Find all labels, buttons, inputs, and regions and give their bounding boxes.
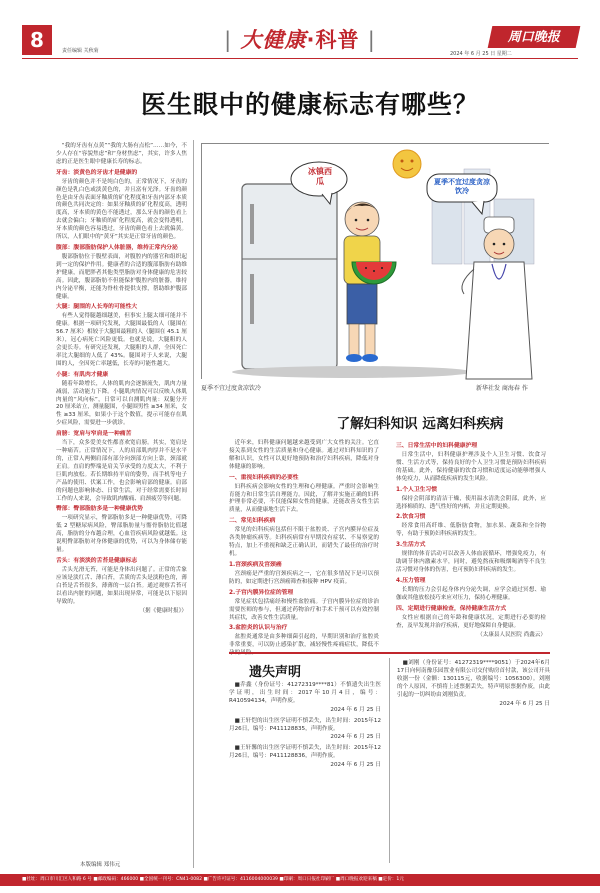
notice-item-date: 2024 年 6 月 25 日 — [499, 700, 550, 707]
section-calf-text: 随着年龄增长，人体的肌肉会逐渐流失，肌肉力量减弱，活动能力下降。小腿肌肉情况可以反映人体肌肉量的“风向标”，日常可以自测肌肉量：双腿分开 20 厘米站立，测量腿围，小腿围男性 ≥34 厘米，女性 ≥33 厘米，如果小于这个数值，提示可能存在肌少症风险，需要进一步就诊。 — [56, 380, 187, 427]
notice-item-text: ■王轩恺的出生医学证明不慎丢失，出生时间：2015年12月26日，编号：P411128835，声明作废。 — [229, 717, 381, 732]
article2-col-2 — [396, 440, 546, 652]
column-title-red: 大健康 — [240, 27, 307, 52]
article2-s2c-text: 盆腔炎通常是由多种细菌引起的，早期识别和治疗盆腔炎非常重要，可以防止感染扩散，减轻慢性疼痛症状，降低不孕的风险。 — [229, 634, 379, 657]
section-teeth-title: 牙齿：淡黄色的牙齿才是健康的 — [56, 169, 138, 176]
bottom-editor: 本版编辑 郑伟元 — [80, 862, 121, 868]
article2-s2-text: 常见的妇科疾病包括但不限于盆腔炎、子宫内膜异位症及各类肿瘤疾病等。妇科疾病常有早期没有症状、不易察觉的特点，加上不重视和缺乏正确认识，而错失了最佳的治疗时机。 — [229, 527, 379, 557]
bubble-text-left: 冰镇西瓜 — [308, 167, 332, 186]
article2-s3b-title: 2.饮食习惯 — [396, 514, 426, 521]
section-tongue-title: 舌头：有淡淡的舌苔是健康标志 — [56, 557, 138, 564]
column-title-black: 科普 — [315, 27, 360, 52]
article2-headline: 了解妇科知识 远离妇科疾病 — [336, 416, 504, 432]
notice-col-1 — [229, 682, 381, 866]
article2-s2c-title: 3.盆腔炎的认识与治疗 — [229, 625, 288, 632]
page-number: 8 — [30, 28, 44, 52]
article2-s2b-text: 常见症状包括痛经和慢性盆腔痛。子宫内膜异位症的诊治需要医师的参与，但通过药物治疗和手术干预可以有效控制其症状，改善女性生活质量。 — [229, 598, 379, 621]
header-rule — [22, 58, 578, 59]
article2-s4-text: 女性应根据自己的年龄和健康状况，定期进行必要的检查，及早发现并治疗疾病，更好地保障自身健康。 — [396, 614, 546, 629]
sun-icon — [393, 150, 421, 178]
section-thigh-title: 大腿：腿围的人长寿的可能性大 — [56, 304, 138, 311]
section-teeth-text: 牙齿的颜色并不是纯白色的，正常情况下，牙齿的颜色是乳白色或淡黄色的，并且富有光泽。牙齿的颜色是由牙齿表面牙釉质的矿化程度和牙齿内部牙本质的颜色共同决定的：如果牙釉质的矿化程度高，透明度高，牙本质的黄色不能透过，那么牙齿的颜色看上去就会偏白；牙釉质的矿化程度高，就会变得透明，牙本质的颜色容易透过，牙齿的颜色看上去就偏黄。所以，人们眼中的“黄牙”其实是正常牙齿的颜色。 — [56, 178, 187, 241]
notice-item-date: 2024 年 6 月 25 日 — [330, 734, 381, 741]
footer-text: ■社址：周口市川汇区人和路 6 号 ■邮政编码：466000 ■全国统一刊号：CN41-0082 ■广告许可证号：4116004000039 ■印刷：周口日报社印刷厂 ■周口晚报欢迎来稿 ■定价：1元 — [22, 877, 404, 882]
paper-logo — [488, 26, 581, 48]
section-calf-title: 小腿：有肌肉才健康 — [56, 371, 109, 378]
article2-col-1 — [229, 440, 379, 657]
issue-date: 2024 年 6 月 25 日 星期二 — [450, 51, 512, 57]
section-shoulder-title: 肩膀：宽肩与窄肩是一种痛苦 — [56, 431, 132, 438]
section-hip-text: 一项研究显示，臀部脂肪多是一种健康优势，可降低 2 型糖尿病风险，臀部脂肪量与髂骨脂肪比值越高，脂肪的分布越合理，心血管疾病风险就越低。这说明臀部脂肪对身体健康的优势，可以为身体储存能量。 — [56, 515, 187, 554]
notice-col-2 — [397, 660, 550, 866]
column-title: | 大健康·科普 | — [224, 27, 376, 52]
article2-s1-title: 一、重视妇科疾病的必要性 — [229, 474, 299, 481]
footer-bar — [0, 874, 600, 886]
section-belly-title: 腹部：腹部脂肪保护人体脏器，维持正常内分泌 — [56, 244, 178, 251]
notice-item — [229, 745, 381, 770]
notice-item-text: ■刘刚（身份证号：41272319****9051）于2024年6月17日向何南豫乐园置业有限公司交付购房首付款，该公司开具收据一份（金额：130115元，收据编号：1056300）。刘刚的个人原因，不慎将上述票据丢失，特声明原票据作废，由此引起的一切纠纷由刘刚负责。 — [397, 660, 550, 698]
notice-item-text: ■王轩馨的出生医学证明不慎丢失，出生时间：2015年12月26日，编号：P411128836，声明作废。 — [229, 745, 381, 760]
article2-s2-title: 二、常见妇科疾病 — [229, 518, 276, 525]
intro-text: “我的牙齿有点黄”“我的大肠有点松”……如今，不少人存在“容貌焦虑”和“身材焦虑”，其实，许多人焦虑的正是医生眼中健康长寿的标志。 — [56, 143, 187, 165]
illustration-frame — [201, 143, 549, 379]
notice-item — [229, 718, 381, 743]
illustration-credit: 新华社发 商海春 作 — [476, 385, 528, 392]
notice-item-date: 2024 年 6 月 25 日 — [330, 706, 381, 713]
main-headline: 医生眼中的健康标志有哪些？ — [140, 90, 479, 119]
article2-s4-title: 四、定期进行健康检查，保持健康生活方式 — [396, 605, 507, 612]
article2-s3-text: 日常生活中，妇科健康护理涉及个人卫生习惯、饮食习惯、生活方式等，保持良好的个人卫生习惯是预防妇科疾病的基础。此外，保持健康的饮食习惯和适度运动能够增强人体免疫力，从而降低疾病的发生风险。 — [396, 452, 546, 482]
article2-s3d-text: 长期的压力会引起身体内分泌失调，应学会通过冥想、瑜伽或其他放松技巧来应对压力，保持心理健康。 — [396, 586, 546, 601]
notice-item-date: 2024 年 6 月 25 日 — [330, 762, 381, 769]
column-divider — [193, 140, 194, 868]
cartoon-illustration — [202, 144, 550, 380]
article2-s3c-title: 3.生活方式 — [396, 542, 426, 549]
lost-notice-title: 遗失声明 — [249, 665, 302, 680]
article2-s3a-title: 1.个人卫生习惯 — [396, 486, 438, 493]
article2-s1-text: 妇科疾病会影响女性的生理和心理健康。严重时会影响生育能力和日常生活自理能力。因此，了解并实施正确的妇科护理非常必要，不仅能保障女性的健康，还能改善女性生活质量，从而健康地生活下去。 — [229, 483, 379, 514]
section-tongue-text: 舌头光滑无苔，可能是身体出问题了。正常的舌象应该是淡红舌、薄白苔，舌质的舌头是淡粉色的，薄白苔是舌苔很多，薄薄的一层白苔。通过观察舌苔可以看出内脏的问题，如果出现异常，可能是以下原因导致的。 — [56, 566, 187, 605]
page-header — [0, 0, 600, 56]
illustration-caption: 夏季不宜过度贪凉饮冷 — [201, 385, 262, 392]
notice-item — [397, 660, 550, 708]
notice-item-text: ■乔鑫（身份证号：41272319****81）不慎遗失出生医学证明，出生时间：2017年10月4日，编号：R410594134，声明作废。 — [229, 682, 381, 704]
article2-intro: 近年来，妇科健康问题越来越受到广大女性的关注。它直接关系到女性的生活质量和身心健康。通过对妇科知识的了解和认识，女性可以更好地预防和治疗妇科疾病，降低对身体健康的影响。 — [229, 440, 379, 470]
bubble-text-right: 夏季不宜过度贪凉饮冷 — [434, 178, 490, 195]
article2-s3c-text: 规律的体育活动可以改善人体血液循环，增强免疫力，有助调节体内激素水平，同时，避免熬夜和吸烟喝酒等不良生活习惯对身体的伤害，也可预防妇科疾病的发生。 — [396, 551, 546, 574]
article2-s3b-text: 经常食用高纤维、低脂肪食物，加水果、蔬菜和全谷物等，有助于预防妇科疾病的发生。 — [396, 523, 546, 538]
article2-source: （太康县人民医院 尚鑫云） — [477, 631, 546, 638]
lost-notice-box — [229, 652, 550, 867]
paper-name: 周口晚报 — [507, 30, 560, 45]
left-source: （据《健康时报》） — [139, 607, 187, 614]
editor-line: 责任编辑 关秋菊 — [62, 48, 99, 54]
notice-divider — [389, 658, 390, 863]
health-article-column — [56, 143, 187, 870]
section-hip-title: 臀部：臀部脂肪多是一种健康优势 — [56, 506, 143, 513]
article2-s3d-title: 4.压力管理 — [396, 577, 426, 584]
article2-s2b-title: 2.子宫内膜异位症的管理 — [229, 589, 294, 596]
section-shoulder-text: 当下，众多爱美女性都喜欢宽肩膀。其实，宽肩是一种痛苦。正常情况下，人的肩部肌肉厚并不是水平的，正常人两侧肩部有部分向颈部方向上靠，颈部就正肩。直肩的弊端是肩关节承受的力度太大，不利于巨肌肉放松。若长期维持平肩的姿势，而手机等电子产品的使用、伏案工作，也会影响肩部的健康。肩部的问题也影响体态、日常生活，对于经常需要长时间工作的人来说，会导致肌肉酸痛、肩颈疲劳等问题。 — [56, 440, 187, 502]
notice-item — [229, 682, 381, 715]
section-thigh-text: 有些人觉得腿越细越美，但事实上腿太细可能并不健康。根据一项研究发现，大腿围最低的人（腿围在 56.7 厘米）相较于大腿围最粗的人（腿围在 45.1 厘米），冠心病死亡风险更低。也就是说，大腿粗的人会更长寿。有研究还发现，大腿粗的人群，全因死亡率比大腿细的人低了 43%。腿围对于人来说，大腿围的人，全因死亡率越低，长寿的可能性越大。 — [56, 313, 187, 367]
article2-s2a-title: 1.宫颈疾病及宫颈癌 — [229, 561, 282, 568]
section-belly-text: 腹部脂肪位于腹壁表面，对腹腔内的器官和组织起到一定的保护作用。健康者的合适的腹部脂肪有助维护健康，而肥胖者其他类型脂肪对身体健康的危害较高。因此，腹部脂肪不但能保护腹腔内的脏器，维持内分泌平衡，还能为脊柱骨提供支撑，帮助维护腹部健康。 — [56, 253, 187, 300]
article2-s2a-text: 宫颈癌是严重的宫颈疾病之一，它在很多情况下是可以预防的，如定期进行宫颈癌筛查和接种 HPV 疫苗。 — [229, 570, 379, 585]
page-number-box — [22, 25, 52, 55]
article2-s3-title: 三、日常生活中的妇科健康护理 — [396, 443, 478, 449]
article2-s3a-text: 保持会阴部的清洁干燥，使用温水清洗会阴部，此外，应选择棉质的、透气性好的内裤，并且定期更换。 — [396, 495, 546, 510]
